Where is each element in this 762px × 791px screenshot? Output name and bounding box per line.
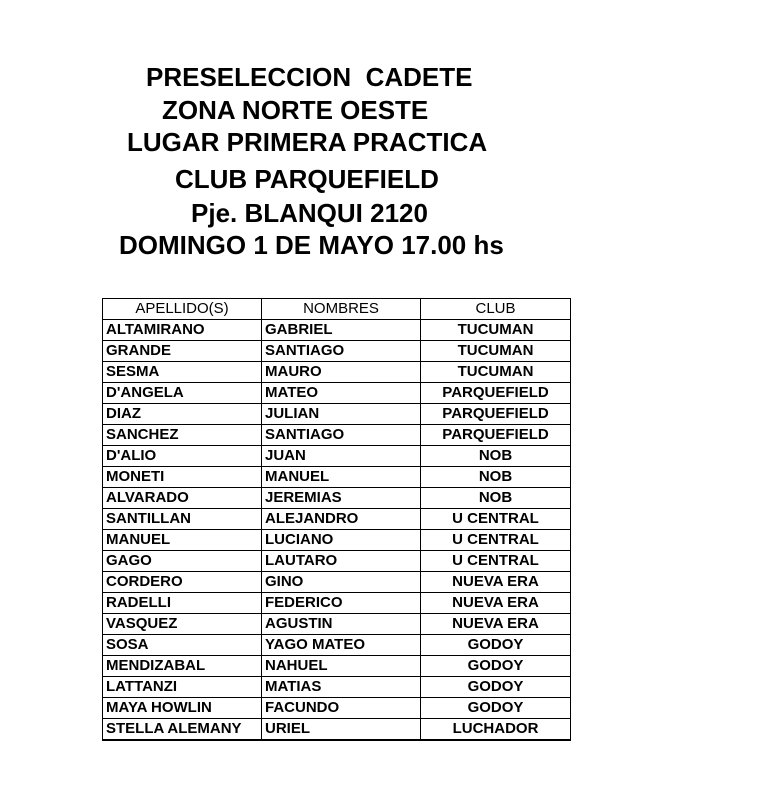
club-cell: TUCUMAN [421, 362, 571, 383]
first-name-cell: NAHUEL [262, 656, 421, 677]
table-row [103, 614, 571, 635]
club-cell: LUCHADOR [421, 719, 571, 741]
table-row [103, 404, 571, 425]
table-row [103, 656, 571, 677]
club-cell: NOB [421, 446, 571, 467]
first-name-cell: JEREMIAS [262, 488, 421, 509]
first-name-cell: MATEO [262, 383, 421, 404]
club-cell: GODOY [421, 698, 571, 719]
first-name-cell: JUAN [262, 446, 421, 467]
table-row [103, 572, 571, 593]
table-header-row [103, 299, 571, 320]
table-row [103, 677, 571, 698]
table-body [103, 320, 571, 741]
first-name-cell: AGUSTIN [262, 614, 421, 635]
club-cell: NUEVA ERA [421, 593, 571, 614]
surname-cell: ALVARADO [103, 488, 262, 509]
surname-cell: ALTAMIRANO [103, 320, 262, 341]
first-name-cell: FACUNDO [262, 698, 421, 719]
club-cell: NOB [421, 488, 571, 509]
first-name-cell: LUCIANO [262, 530, 421, 551]
club-cell: U CENTRAL [421, 530, 571, 551]
roster-table [102, 298, 571, 741]
first-name-cell: LAUTARO [262, 551, 421, 572]
title-club: CLUB PARQUEFIELD [175, 164, 439, 194]
club-cell: U CENTRAL [421, 509, 571, 530]
surname-cell: CORDERO [103, 572, 262, 593]
table-row [103, 530, 571, 551]
title-date-time: DOMINGO 1 DE MAYO 17.00 hs [119, 230, 504, 260]
column-header-apellidos: APELLIDO(S) [103, 299, 262, 320]
surname-cell: MANUEL [103, 530, 262, 551]
table-row [103, 362, 571, 383]
table-row [103, 446, 571, 467]
first-name-cell: SANTIAGO [262, 425, 421, 446]
first-name-cell: JULIAN [262, 404, 421, 425]
club-cell: TUCUMAN [421, 341, 571, 362]
first-name-cell: MANUEL [262, 467, 421, 488]
surname-cell: SESMA [103, 362, 262, 383]
club-cell: NUEVA ERA [421, 572, 571, 593]
title-lugar: LUGAR PRIMERA PRACTICA [127, 127, 488, 157]
column-header-club: CLUB [421, 299, 571, 320]
first-name-cell: GINO [262, 572, 421, 593]
table-row [103, 719, 571, 741]
club-cell: NOB [421, 467, 571, 488]
first-name-cell: FEDERICO [262, 593, 421, 614]
table-row [103, 551, 571, 572]
club-cell: PARQUEFIELD [421, 425, 571, 446]
title-zona: ZONA NORTE OESTE [162, 95, 429, 125]
club-cell: GODOY [421, 635, 571, 656]
first-name-cell: SANTIAGO [262, 341, 421, 362]
surname-cell: STELLA ALEMANY [103, 719, 262, 741]
club-cell: GODOY [421, 677, 571, 698]
surname-cell: MENDIZABAL [103, 656, 262, 677]
first-name-cell: MAURO [262, 362, 421, 383]
title-preseleccion: PRESELECCION CADETE [146, 62, 473, 92]
surname-cell: MONETI [103, 467, 262, 488]
surname-cell: SANTILLAN [103, 509, 262, 530]
table-row [103, 341, 571, 362]
surname-cell: SOSA [103, 635, 262, 656]
club-cell: TUCUMAN [421, 320, 571, 341]
club-cell: U CENTRAL [421, 551, 571, 572]
table-row [103, 635, 571, 656]
club-cell: PARQUEFIELD [421, 404, 571, 425]
surname-cell: RADELLI [103, 593, 262, 614]
table-row [103, 488, 571, 509]
table-row [103, 509, 571, 530]
club-cell: NUEVA ERA [421, 614, 571, 635]
first-name-cell: ALEJANDRO [262, 509, 421, 530]
surname-cell: MAYA HOWLIN [103, 698, 262, 719]
surname-cell: SANCHEZ [103, 425, 262, 446]
surname-cell: D'ALIO [103, 446, 262, 467]
title-address: Pje. BLANQUI 2120 [191, 198, 428, 228]
table-row [103, 383, 571, 404]
table-row [103, 467, 571, 488]
first-name-cell: GABRIEL [262, 320, 421, 341]
table-row [103, 425, 571, 446]
first-name-cell: YAGO MATEO [262, 635, 421, 656]
club-cell: PARQUEFIELD [421, 383, 571, 404]
surname-cell: DIAZ [103, 404, 262, 425]
surname-cell: VASQUEZ [103, 614, 262, 635]
surname-cell: LATTANZI [103, 677, 262, 698]
club-cell: GODOY [421, 656, 571, 677]
surname-cell: GRANDE [103, 341, 262, 362]
first-name-cell: MATIAS [262, 677, 421, 698]
table-row [103, 593, 571, 614]
column-header-nombres: NOMBRES [262, 299, 421, 320]
surname-cell: GAGO [103, 551, 262, 572]
first-name-cell: URIEL [262, 719, 421, 741]
table-row [103, 698, 571, 719]
surname-cell: D'ANGELA [103, 383, 262, 404]
table-row [103, 320, 571, 341]
